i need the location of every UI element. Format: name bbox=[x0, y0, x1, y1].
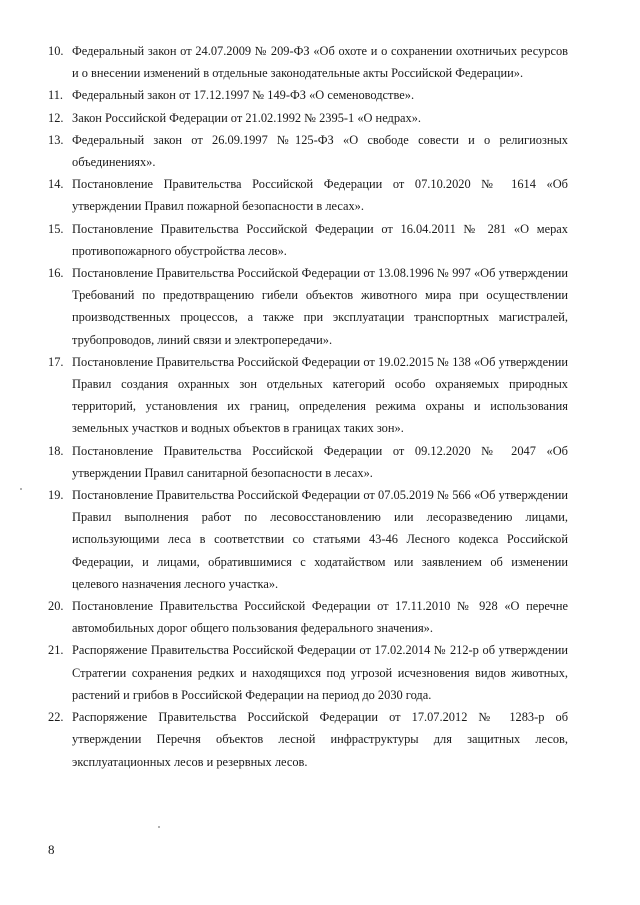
item-number: 12. bbox=[48, 110, 64, 125]
item-text: Постановление Правительства Российской Федерации от 16.04.2011 № 281 «О мерах противопожарного обустройства лесов». bbox=[72, 221, 568, 258]
item-number: 10. bbox=[48, 44, 64, 58]
item-text: Постановление Правительства Российской Федерации от 13.08.1996 № 997 «Об утверждении Требований по предотвращению гибели объектов животного мира при осуществлении производственных процессов, а также при эксплуатации транспортных магистралей, трубопроводов, линий связи и электропередачи». bbox=[72, 266, 568, 347]
item-text: Постановление Правительства Российской Федерации от 17.11.2010 № 928 «О перечне автомобильных дорог общего пользования федерального значения». bbox=[72, 599, 568, 636]
item-number: 22. bbox=[48, 710, 64, 725]
item-number: 17. bbox=[48, 354, 64, 369]
item-text: Постановление Правительства Российской Федерации от 19.02.2015 № 138 «Об утверждении Правил создания охранных зон отдельных категорий особо охраняемых природных территорий, установления их границ, определения режима охраны и использования земельных участков и водных объектов в границах таких зон». bbox=[72, 354, 568, 436]
item-number: 16. bbox=[48, 266, 64, 281]
item-number: 20. bbox=[48, 599, 64, 614]
reference-list bbox=[48, 40, 568, 773]
item-text: Распоряжение Правительства Российской Федерации от 17.02.2014 № 212-р об утверждении Стратегии сохранения редких и находящихся под угрозой исчезновения видов животных, растений и грибов в Российской Федерации на период до 2030 года. bbox=[72, 643, 568, 702]
page-number: 8 bbox=[48, 842, 55, 857]
item-text: Федеральный закон от 17.12.1997 № 149-ФЗ «О семеноводстве». bbox=[72, 88, 415, 103]
list-item bbox=[48, 706, 568, 773]
list-item bbox=[48, 173, 568, 217]
scan-speck bbox=[20, 488, 22, 490]
list-item bbox=[48, 107, 568, 129]
list-item bbox=[48, 218, 568, 262]
item-text: Федеральный закон от 24.07.2009 № 209-ФЗ «Об охоте и о сохранении охотничьих ресурсов и о внесении изменений в отдельные законодательные акты Российской Федерации». bbox=[72, 44, 568, 81]
list-item bbox=[48, 639, 568, 706]
list-item bbox=[48, 484, 568, 595]
item-number: 14. bbox=[48, 177, 64, 192]
item-text: Распоряжение Правительства Российской Федерации от 17.07.2012 № 1283-р об утверждении Перечня объектов лесной инфраструктуры для защитных лесов, эксплуатационных лесов и резервных лесов. bbox=[72, 710, 568, 769]
list-item bbox=[48, 40, 568, 84]
list-item bbox=[48, 129, 568, 173]
item-number: 19. bbox=[48, 488, 64, 503]
item-text: Постановление Правительства Российской Федерации от 07.05.2019 № 566 «Об утверждении Правил выполнения работ по лесовосстановлению или лесоразведению лицами, использующими леса в соответствии со статьями 43-46 Лесного кодекса Российской Федерации, и лицами, обратившимися с ходатайством или заявлением об изменении целевого назначения лесного участка». bbox=[72, 488, 568, 591]
item-text: Закон Российской Федерации от 21.02.1992 № 2395-1 «О недрах». bbox=[72, 110, 422, 125]
item-number: 18. bbox=[48, 443, 64, 458]
list-item bbox=[48, 351, 568, 440]
item-text: Постановление Правительства Российской Федерации от 09.12.2020 № 2047 «Об утверждении Правил санитарной безопасности в лесах». bbox=[72, 443, 568, 480]
list-item bbox=[48, 262, 568, 351]
item-number: 11. bbox=[48, 88, 64, 103]
item-number: 21. bbox=[48, 643, 64, 658]
item-text: Федеральный закон от 26.09.1997 №125-ФЗ «О свободе совести и о религиозных объединениях». bbox=[72, 132, 568, 170]
item-text: Постановление Правительства Российской Федерации от 07.10.2020 № 1614 «Об утверждении Правил пожарной безопасности в лесах». bbox=[72, 177, 568, 214]
item-number: 15. bbox=[48, 221, 64, 236]
list-item bbox=[48, 84, 568, 106]
item-number: 13. bbox=[48, 132, 64, 147]
list-item bbox=[48, 595, 568, 639]
list-item bbox=[48, 440, 568, 484]
scan-speck bbox=[158, 826, 160, 828]
